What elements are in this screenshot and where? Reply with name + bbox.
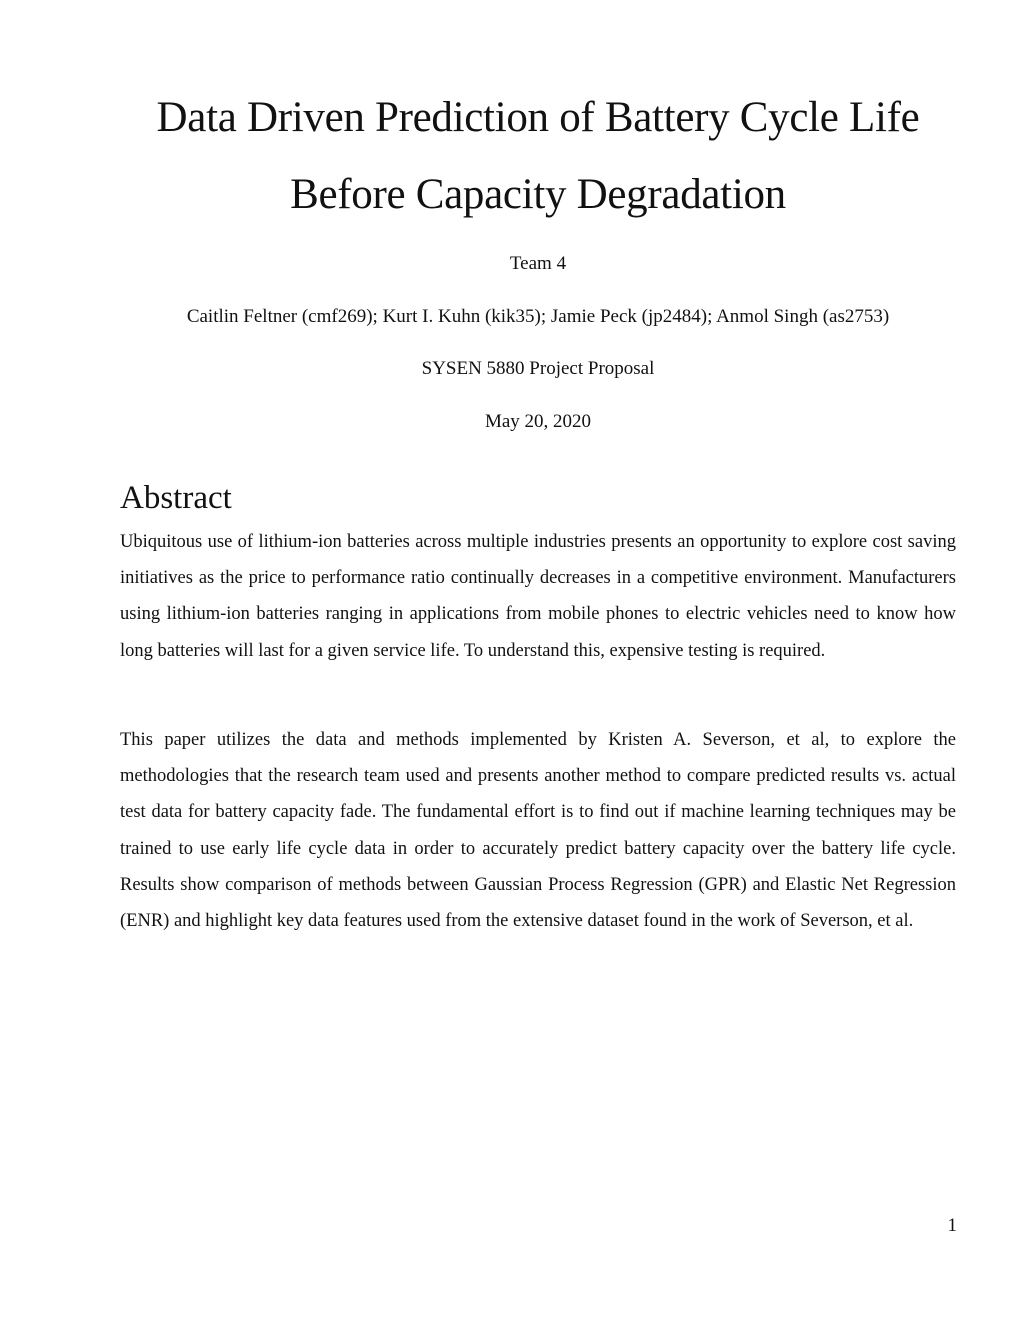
author-list: Caitlin Feltner (cmf269); Kurt I. Kuhn (kik35); Jamie Peck (jp2484); Anmol Singh (as2753) [186, 306, 890, 327]
page-number: 1 [947, 1215, 957, 1236]
title-line-1: Data Driven Prediction of Battery Cycle Life [156, 94, 920, 141]
document-date: May 20, 2020 [484, 411, 592, 432]
title-line-2: Before Capacity Degradation [290, 171, 786, 218]
abstract-paragraph: This paper utilizes the data and methods implemented by Kristen A. Severson, et al, to explore the methodologies that the research team used and presents another method to compare predicted results vs. actual test data for battery capacity fade. The fundamental effort is to find out if machine learning techniques may be trained to use early life cycle data in order to accurately predict battery capacity over the battery life cycle. Results show comparison of methods between Gaussian Process Regression (GPR) and Elastic Net Regression (ENR) and highlight key data features used from the extensive dataset found in the work of Severson, et al. [120, 730, 956, 932]
course-label: SYSEN 5880 Project Proposal [421, 358, 655, 379]
abstract-paragraph: Ubiquitous use of lithium-ion batteries across multiple industries presents an opportunity to explore cost saving initiatives as the price to performance ratio continually decreases in a competitive environment. Manufacturers using lithium-ion batteries ranging in applications from mobile phones to electric vehicles need to know how long batteries will last for a given service life. To understand this, expensive testing is required. [120, 532, 956, 661]
abstract-heading: Abstract [120, 480, 232, 516]
team-name: Team 4 [509, 253, 567, 274]
